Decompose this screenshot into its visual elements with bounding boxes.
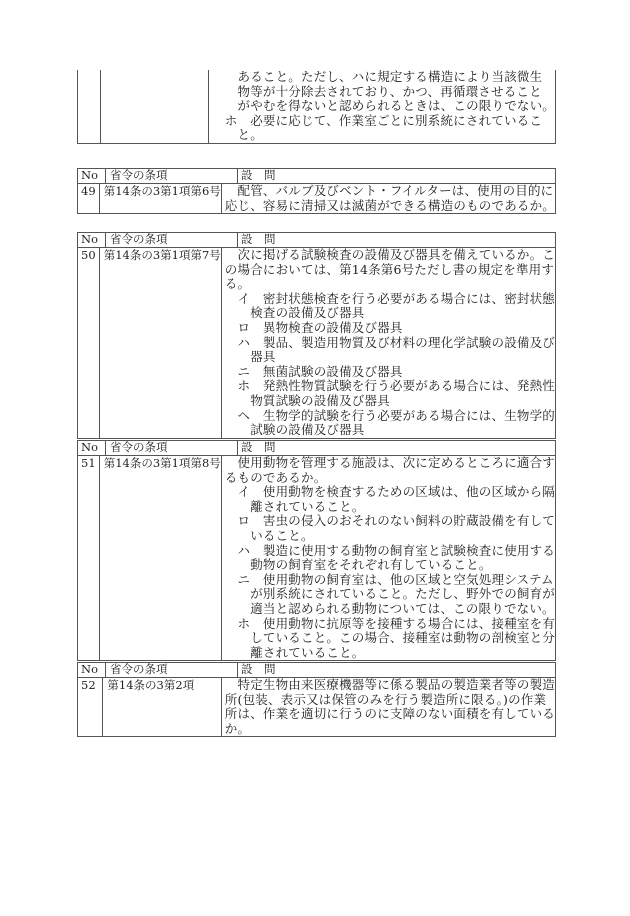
clause-cell: 第14条の3第2項 — [103, 678, 221, 736]
header-clause: 省令の条項 — [106, 663, 238, 677]
question-cell — [222, 678, 555, 736]
question-line: 動物の飼育室をそれぞれ有していること。 — [224, 557, 492, 573]
header-no: No — [78, 441, 106, 455]
question-line: 試験の設備及び器具 — [224, 422, 365, 438]
question-line: と。 — [212, 127, 263, 143]
question-line: ハ 製品、製造用物質及び材料の理化学試験の設備及び — [224, 334, 555, 350]
header-clause: 省令の条項 — [106, 233, 238, 247]
question-line: 使用動物を管理する施設は、次に定めるところに適合す — [224, 455, 555, 470]
table-row — [78, 184, 555, 213]
question-line: イ 密封状態検査を行う必要がある場合には、密封状態 — [224, 290, 555, 306]
question-line: るものであるか。 — [224, 469, 327, 485]
question-line: 検査の設備及び器具 — [224, 305, 365, 321]
question-line: ニ 使用動物の飼育室は、他の区域と空気処理システム — [224, 571, 554, 587]
question-line: 所は、作業を適切に行うのに支障のない面積を有している — [224, 706, 555, 722]
header-no: No — [78, 233, 106, 247]
header-no: No — [78, 169, 106, 183]
question-line: ニ 無菌試験の設備及び器具 — [224, 363, 403, 379]
question-line: 所(包装、表示又は保管のみを行う製造所に限る。)の作業 — [224, 691, 547, 707]
table-header-row — [78, 441, 555, 456]
question-line: ホ 必要に応じて、作業室ごとに別系統にされているこ — [212, 112, 543, 128]
question-cell — [222, 248, 555, 438]
header-no: No — [78, 663, 106, 677]
question-line: る。 — [224, 276, 251, 292]
header-question: 設 問 — [241, 440, 276, 454]
no-cell: 52 — [78, 678, 103, 736]
question-line: 物質試験の設備及び器具 — [224, 392, 390, 408]
question-cell — [222, 184, 555, 213]
no-cell — [78, 70, 101, 143]
header-question: 設 問 — [241, 232, 276, 246]
no-cell: 51 — [78, 456, 100, 660]
question-line: あること。ただし、ハに規定する構造により当該微生 — [212, 69, 543, 84]
question-line: ロ 異物検査の設備及び器具 — [224, 319, 403, 335]
question-line: 特定生物由来医療機器等に係る製品の製造業者等の製造 — [224, 677, 555, 692]
question-line: イ 使用動物を検査するための区域は、他の区域から隔 — [224, 484, 555, 500]
table-row — [78, 248, 555, 438]
checklist-table-50 — [77, 232, 556, 439]
no-cell: 49 — [78, 184, 100, 213]
continued-table-fragment — [77, 70, 556, 144]
question-line: いること。 — [224, 527, 314, 543]
question-line: 次に掲げる試験検査の設備及び器具を備えているか。こ — [224, 247, 555, 262]
table-row — [78, 678, 555, 736]
question-line: が別系統にされていること。ただし、野外での飼育が — [224, 586, 555, 602]
question-line: ホ 発熱性物質試験を行う必要がある場合には、発熱性 — [224, 378, 555, 394]
question-line: ハ 製造に使用する動物の飼育室と試験検査に使用する — [224, 542, 555, 558]
question-cell — [222, 456, 555, 660]
question-line: がやむを得ないと認められるときは、この限りでない。 — [212, 98, 555, 114]
question-line: していること。この場合、接種室は動物の剖検室と分 — [224, 630, 555, 646]
header-clause: 省令の条項 — [106, 169, 238, 183]
question-line: か。 — [224, 720, 251, 736]
question-line: 適当と認められる動物については、この限りでない。 — [224, 600, 555, 616]
table-header-row — [78, 233, 555, 248]
question-line: 配管、バルブ及びベント・フイルターは、使用の目的に — [224, 183, 554, 198]
clause-cell — [101, 70, 209, 143]
clause-cell: 第14条の3第1項第6号 — [100, 184, 222, 213]
question-line: 離されていること。 — [224, 644, 365, 660]
checklist-table-51 — [77, 440, 556, 661]
header-clause: 省令の条項 — [106, 441, 238, 455]
table-header-row — [78, 663, 555, 678]
question-line: の場合においては、第14条第6号ただし書の規定を準用す — [224, 261, 555, 277]
checklist-table-52 — [77, 662, 556, 737]
table-row — [78, 456, 555, 660]
table-header-row — [78, 169, 555, 184]
question-line: ホ 使用動物に抗原等を接種する場合には、接種室を有 — [224, 615, 555, 631]
no-cell: 50 — [78, 248, 100, 438]
question-line: 応じ、容易に清掃又は滅菌ができる構造のものであるか。 — [224, 197, 555, 213]
question-line: ロ 害虫の侵入のおそれのない飼料の貯蔵設備を有して — [224, 513, 555, 529]
header-question: 設 問 — [241, 662, 276, 676]
question-line: ヘ 生物学的試験を行う必要がある場合には、生物学的 — [224, 407, 555, 423]
clause-cell: 第14条の3第1項第7号 — [100, 248, 222, 438]
question-line: 物等が十分除去されており、かつ、再循環させること — [212, 83, 542, 99]
checklist-table-49 — [77, 168, 556, 214]
question-cell — [209, 70, 555, 143]
question-line: 離されていること。 — [224, 498, 365, 514]
header-question: 設 問 — [241, 168, 276, 182]
clause-cell: 第14条の3第1項第8号 — [100, 456, 222, 660]
question-line: 器具 — [224, 349, 276, 365]
